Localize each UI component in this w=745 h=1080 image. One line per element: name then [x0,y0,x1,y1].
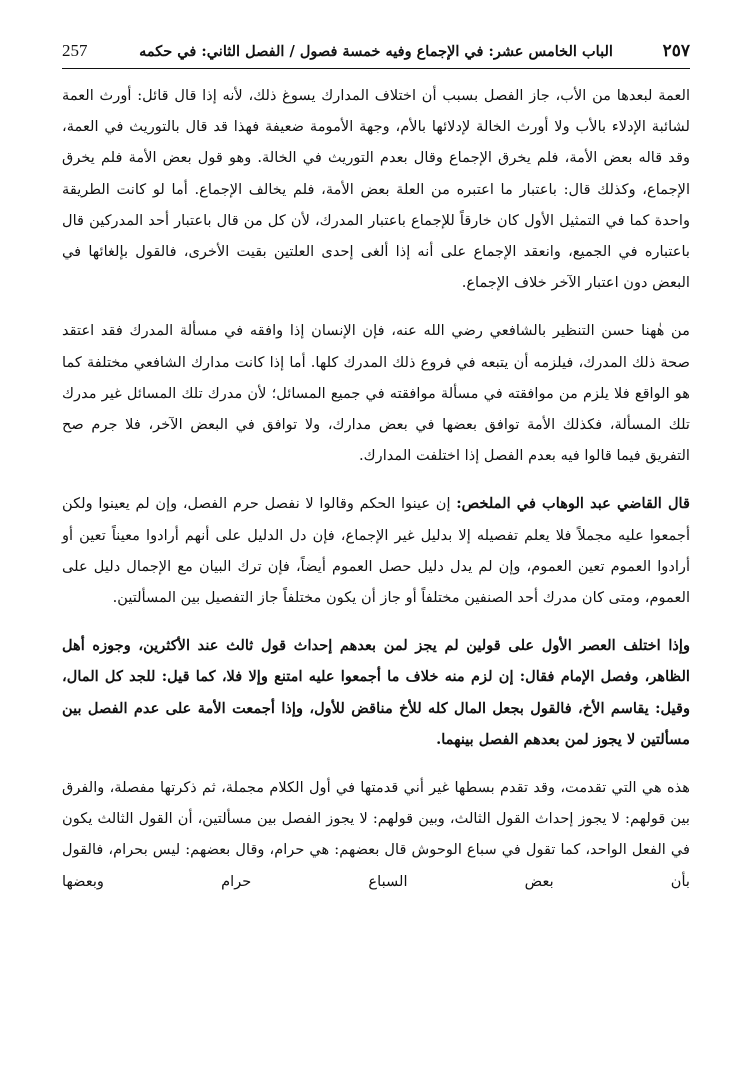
paragraph-text: هذه هي التي تقدمت، وقد تقدم بسطها غير أني قدمتها في أول الكلام مجملة، ثم ذكرتها مفصلة، والفرق بين قولهم: لا يجوز إحداث القول الثالث، وبين قولهم: لا يجوز الفصل بين مسألتين، أن القول الثالث يكون في الفعل الواحد، كما تقول في سباع الوحوش قال بعضهم: هي حرام، وقال بعضهم: ليس بحرام، فالقول بأن بعض السباع حرام وبعضها [62,779,690,890]
header-rule [62,68,690,69]
paragraph-2 [62,315,690,471]
page-body [62,80,690,897]
paragraph-3 [62,488,690,613]
page-number-arabic: ٢٥٧ [662,41,690,61]
paragraph-text: العمة لبعدها من الأب، جاز الفصل بسبب أن اختلاف المدارك يسوغ ذلك، لأنه إذا قال قائل: أورث العمة لشائبة الإدلاء بالأب ولا أورث الخالة لإدلائها بالأم، وجهة الأمومة ضعيفة فهذا قد قال بالتوريث في العمة، وقد قاله بعض الأمة، فلم يخرق الإجماع وقال بعدم التوريث في الخالة. وهو قول بعض الأمة فلم يخرق الإجماع، وكذلك قال: باعتبار ما اعتبره من العلة بعض الأمة، فلم يخالف الإجماع. أما لو كانت الطريقة واحدة كما في التمثيل الأول كان خارقاً للإجماع باعتبار المدرك، لأن كل من قال باعتبار أحد المدركين قال باعتباره في الجميع، وانعقد الإجماع على أنه إذا ألغى إحدى العلتين بقيت الأخرى، فالقول بإلغائها في البعض دون اعتبار الآخر خلاف الإجماع. [62,87,690,292]
paragraph-text: إن عينوا الحكم وقالوا لا نفصل حرم الفصل، وإن لم يعينوا ولكن أجمعوا عليه مجملاً فلا يعلم تفصيله إلا بدليل غير الإجماع، فإن دل الدليل على أنهم أرادوا معيناً تعين أو أرادوا العموم تعين العموم، وإن لم يدل دليل حصل العموم أيضاً، فإن ترك البيان مع الإجمال دليل على العموم، ومتى كان مدرك أحد الصنفين مختلفاً أو جاز أن يكون مختلفاً جاز التفصيل بين المسألتين. [62,495,690,607]
paragraph-5 [62,772,690,897]
paragraph-4 [62,630,690,755]
running-header [62,36,690,66]
paragraph-lead: قال القاضي عبد الوهاب في الملخص: [456,495,690,513]
running-title: الباب الخامس عشر: في الإجماع وفيه خمسة فصول / الفصل الثاني: في حكمه [139,42,613,60]
paragraph-1 [62,80,690,298]
paragraph-text: من هٰهنا حسن التنظير بالشافعي رضي الله عنه، فإن الإنسان إذا وافقه في مسألة المدرك فقد اعتقد صحة ذلك المدرك، فيلزمه أن يتبعه في فروع ذلك المدرك كلها. أما إذا كانت مدارك الشافعي مختلفة كما هو الواقع فلا يلزم من موافقته في مسألة موافقته في جميع المسائل؛ لأن مدرك تلك المسائل غير مدرك تلك المسألة، فكذلك الأمة توافق بعضها في بعض مدارك، ولا توافق في البعض الآخر، فلا جرم صح التفريق فيما قالوا فيه بعدم الفصل إذا اختلفت المدارك. [62,322,690,465]
paragraph-text: وإذا اختلف العصر الأول على قولين لم يجز لمن بعدهم إحداث قول ثالث عند الأكثرين، وجوزه أهل الظاهر، وفصل الإمام فقال: إن لزم منه خلاف ما أجمعوا عليه امتنع وإلا فلا، كما قيل: للجد كل المال، وقيل: يقاسم الأخ، فالقول بجعل المال كله للأخ مناقض للأول، وإذا أجمعت الأمة على عدم الفصل بين مسألتين لا يجوز لمن بعدهم الفصل بينهما. [62,637,690,748]
page-number-latin: 257 [62,41,88,60]
